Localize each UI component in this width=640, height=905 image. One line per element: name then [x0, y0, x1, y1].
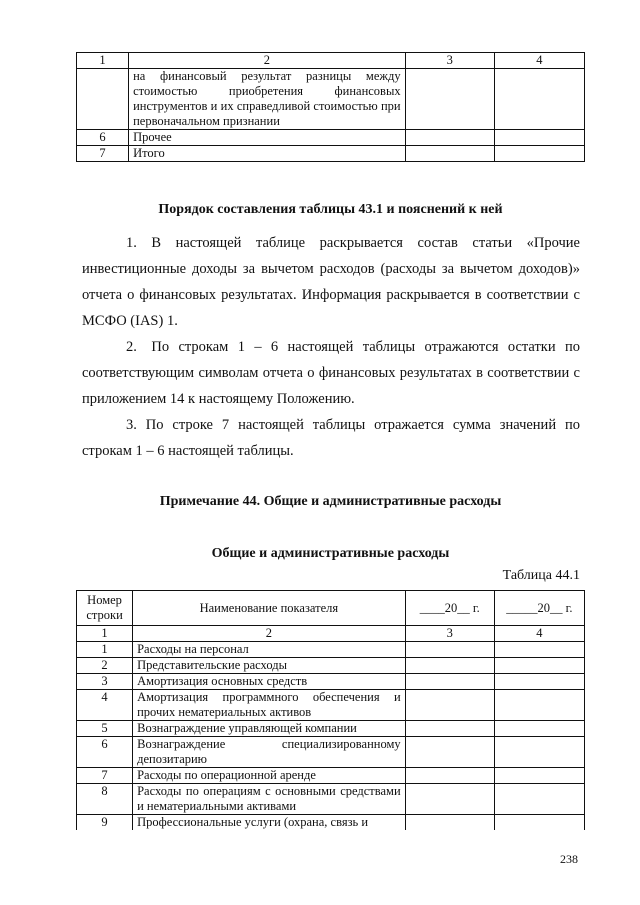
row-text: Расходы по операциям с основными средствами и нематериальными активами — [133, 784, 406, 815]
table-row — [77, 690, 585, 721]
continuation-table — [76, 52, 585, 162]
value-cell — [405, 642, 494, 658]
table-row — [77, 146, 585, 162]
row-number: 3 — [77, 674, 133, 690]
col-number: 3 — [405, 626, 494, 642]
table-row — [77, 815, 585, 831]
row-text: Профессиональные услуги (охрана, связь и — [133, 815, 406, 831]
col-number: 1 — [77, 53, 129, 69]
table-row — [77, 721, 585, 737]
col-number: 2 — [129, 53, 406, 69]
value-cell — [405, 130, 494, 146]
value-cell — [405, 721, 494, 737]
row-number: 7 — [77, 146, 129, 162]
col-number: 3 — [405, 53, 494, 69]
value-cell — [405, 768, 494, 784]
value-cell — [405, 146, 494, 162]
value-cell — [405, 674, 494, 690]
table-row — [77, 768, 585, 784]
value-cell — [494, 768, 584, 784]
value-cell — [405, 658, 494, 674]
table-row — [77, 784, 585, 815]
row-number: 4 — [77, 690, 133, 721]
value-cell — [494, 146, 584, 162]
row-number: 2 — [77, 658, 133, 674]
row-number: 5 — [77, 721, 133, 737]
row-number: 7 — [77, 768, 133, 784]
value-cell — [494, 721, 584, 737]
row-text: на финансовый результат разницы между стоимостью приобретения финансовых инструментов и их справедливой стоимостью при первоначальном признании — [129, 69, 406, 130]
value-cell — [494, 674, 584, 690]
row-text: Вознаграждение специализированному депозитарию — [133, 737, 406, 768]
header-year-2: _____20__ г. — [494, 591, 584, 626]
value-cell — [494, 642, 584, 658]
col-number: 1 — [77, 626, 133, 642]
value-cell — [494, 784, 584, 815]
row-text: Представительские расходы — [133, 658, 406, 674]
col-number: 2 — [133, 626, 406, 642]
row-text: Вознаграждение управляющей компании — [133, 721, 406, 737]
row-number: 9 — [77, 815, 133, 831]
page-number: 238 — [560, 852, 578, 866]
value-cell — [405, 69, 494, 130]
table-row — [77, 642, 585, 658]
row-number: 6 — [77, 737, 133, 768]
value-cell — [405, 737, 494, 768]
paragraph-2: 2. По строкам 1 – 6 настоящей таблицы отражаются остатки по соответствующим символам отчета о финансовых результатах в соответствии с приложением 14 к настоящему Положению. — [82, 339, 580, 407]
note-heading: Примечание 44. Общие и административные расходы — [159, 494, 502, 509]
row-text: Итого — [129, 146, 406, 162]
value-cell — [405, 690, 494, 721]
table-row — [77, 658, 585, 674]
value-cell — [494, 658, 584, 674]
table-header-row — [77, 591, 585, 626]
row-text: Амортизация основных средств — [133, 674, 406, 690]
row-number: 6 — [77, 130, 129, 146]
table-row — [77, 130, 585, 146]
section-heading: Порядок составления таблицы 43.1 и пояснений к ней — [158, 202, 503, 217]
table-header-row — [77, 53, 585, 69]
table-row — [77, 674, 585, 690]
table-title: Общие и административные расходы — [211, 546, 450, 561]
row-text: Расходы на персонал — [133, 642, 406, 658]
value-cell — [494, 130, 584, 146]
row-text: Расходы по операционной аренде — [133, 768, 406, 784]
table-number: Таблица 44.1 — [502, 568, 580, 583]
value-cell — [494, 815, 584, 831]
paragraph-3: 3. По строке 7 настоящей таблицы отражается сумма значений по строкам 1 – 6 настоящей таблицы. — [82, 417, 580, 459]
row-number — [77, 69, 129, 130]
row-number: 8 — [77, 784, 133, 815]
column-number-row — [77, 626, 585, 642]
col-number: 4 — [494, 626, 584, 642]
value-cell — [494, 737, 584, 768]
expenses-table — [76, 590, 585, 830]
header-row-number: Номер строки — [77, 591, 133, 626]
paragraph-1: 1. В настоящей таблице раскрывается состав статьи «Прочие инвестиционные доходы за вычетом расходов (расходы за вычетом доходов)» отчета о финансовых результатах. Информация раскрывается в соответствии с МСФО (IAS) 1. — [82, 235, 580, 329]
row-number: 1 — [77, 642, 133, 658]
row-text: Амортизация программного обеспечения и прочих нематериальных активов — [133, 690, 406, 721]
col-number: 4 — [494, 53, 584, 69]
header-year-1: ____20__ г. — [405, 591, 494, 626]
header-indicator-name: Наименование показателя — [133, 591, 406, 626]
value-cell — [494, 69, 584, 130]
table-row — [77, 69, 585, 130]
value-cell — [405, 815, 494, 831]
table-row — [77, 737, 585, 768]
row-text: Прочее — [129, 130, 406, 146]
value-cell — [494, 690, 584, 721]
value-cell — [405, 784, 494, 815]
